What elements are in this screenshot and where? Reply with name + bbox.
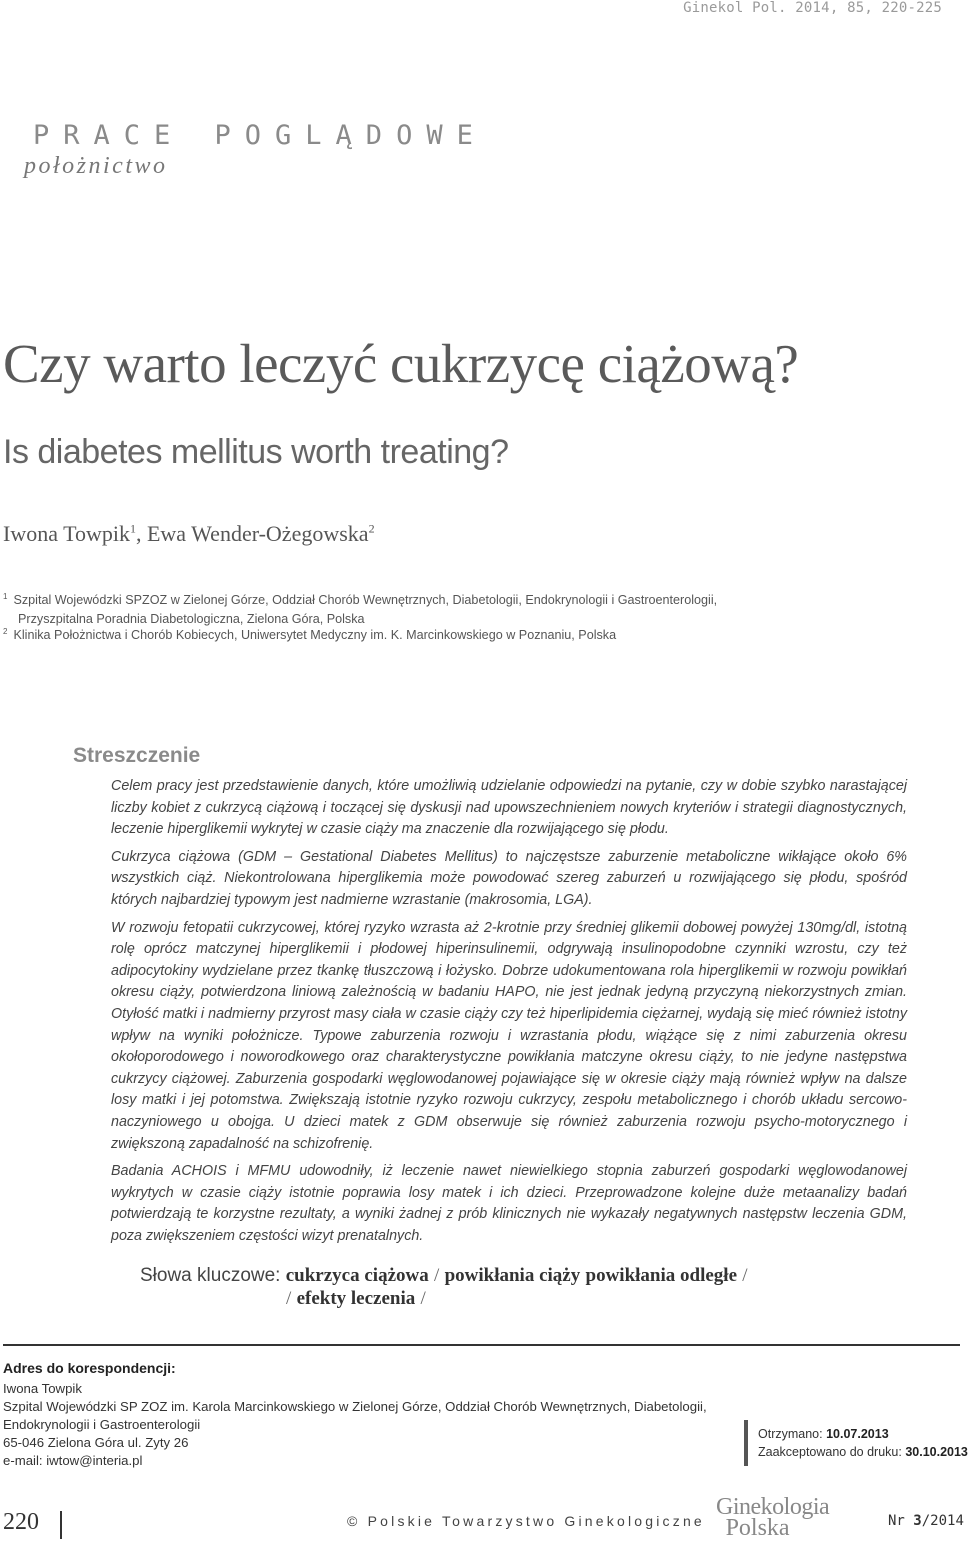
issue-year: /2014 (921, 1513, 964, 1529)
accepted-label: Zaakceptowano do druku: (758, 1445, 902, 1459)
logo-line-1: Ginekologia (716, 1494, 830, 1520)
author-name: Iwona Towpik (3, 521, 130, 546)
journal-reference: Ginekol Pol. 2014, 85, 220-225 (683, 0, 942, 16)
section-label: PRACE POGLĄDOWE (33, 120, 487, 151)
keyword: cukrzyca ciążowa (285, 1265, 429, 1286)
page-number: 220 (3, 1509, 39, 1535)
abstract-paragraph: Badania ACHOIS i MFMU udowodniły, iż leczenie nawet niewielkiego stopnia zaburzeń gospodarki węglowodanowej wykrytych w czasie ciąży istotnie poprawia losy matek i ich dzieci. Przeprowadzone kolejne duże metaanalizy badań potwierdzają te korzystne rezultaty, a wyniki żadnej z prób klinicznych nie wykazały negatywnych następstw leczenia GDM, poza zwiększeniem częstości wizyt prenatalnych. (111, 1163, 907, 1244)
subsection-label: położnictwo (24, 153, 168, 179)
correspondence-line: Endokrynologii i Gastroenterologii (3, 1417, 201, 1432)
author-separator: , (135, 521, 147, 546)
received-date (758, 1427, 889, 1441)
keyword: powikłania odległe (585, 1265, 737, 1286)
journal-logo (716, 1494, 830, 1541)
author-list (3, 521, 375, 547)
abstract-heading: Streszczenie (73, 744, 201, 767)
abstract-paragraph: W rozwoju fetopatii cukrzycowej, której ryzyko wzrasta aż 2-krotnie przy średniej glikemii dobowej powyżej 130mg/dl, istotną rolę oprócz matczynej hiperglikemii i płodowej hiperinsulinemii, odgrywają insulinopodobne czynniki wzrostu, czy też adipocytokiny wydzielane przez tkankę tłuszczową i łożysko. Dobrze udokumentowana rola hiperglikemii w rozwoju powikłań okresu ciąży, potwierdzona liniową zależnością w badaniu HAPO, nie jest jednak jedyną przyczyną niekorzystnych zmian. Otyłość matki i nadmierny przyrost masy ciała w czasie ciąży czy też hiperlipidemia ciężarnej, wydają się mieć również istotny wpływ na wyniki położnicze. Typowe zaburzenia rozwoju i wzrastania płodu, wiążące się z nimi zaburzenia okresu okołoporodowego i noworodkowego oraz charakterystyczne powikłania matczyne okresu ciąży, to nie jedyne następstwa cukrzycy ciążowej. Zaburzenia gospodarki węglowodanowej pojawiające się w okresie ciąży mają również wpływ na dalsze losy matki i jej potomstwa. Zwiększają istotnie ryzyko rozwoju cukrzycy, zespołu metabolicznego i chorób układu sercowo-naczyniowego u obojga. U dzieci matek z GDM obserwuje się również zaburzenia rozwoju psycho-motorycznego i zwiększoną zapadalność na schizofrenię. (111, 919, 907, 1152)
affiliation-text: Klinika Położnictwa i Chorób Kobiecych, Uniwersytet Medyczny im. K. Marcinkowskiego w Poznaniu, Polska (13, 628, 617, 643)
issue-number (888, 1513, 964, 1529)
keyword-separator: / (420, 1288, 426, 1309)
article-title-polish: Czy warto leczyć cukrzycę ciążową? (3, 333, 799, 394)
affiliation-text: Szpital Wojewódzki SPZOZ w Zielonej Górze, Oddział Chorób Wewnętrznych, Diabetologii, Endokrynologii i Gastroenterologii, (13, 593, 718, 608)
keyword-separator: / (742, 1265, 748, 1286)
received-value: 10.07.2013 (826, 1427, 889, 1441)
copyright-notice: © Polskie Towarzystwo Ginekologiczne (347, 1513, 705, 1529)
correspondence-line: 65-046 Zielona Góra ul. Zyty 26 (3, 1435, 189, 1450)
footer-divider (60, 1511, 62, 1539)
affiliation-mark: 1 (3, 592, 8, 601)
keyword: efekty leczenia (296, 1288, 416, 1309)
keyword-separator: / (434, 1265, 440, 1286)
affiliation-text: Przyszpitalna Poradnia Diabetologiczna, Zielona Góra, Polska (18, 612, 365, 627)
article-title-english: Is diabetes mellitus worth treating? (3, 433, 509, 471)
abstract-body (111, 776, 907, 1253)
accepted-value: 30.10.2013 (905, 1445, 968, 1459)
correspondence-line: Iwona Towpik (3, 1381, 82, 1396)
keywords (140, 1265, 748, 1287)
abstract-paragraph: Celem pracy jest przedstawienie danych, które umożliwią udzielanie odpowiedzi na pytanie, czy w dobie szybko narastającej liczby kobiet z cukrzycą ciążową i toczącej się dyskusji nad upowszechnieniem nowych kryteriów i strategii diagnostycznych, leczenie hiperglikemii wykrytej w czasie ciąży ma znaczenie dla rozwijającego się płodu. (111, 778, 907, 838)
affiliation-2 (3, 622, 616, 645)
author-affiliation-mark: 1 (129, 521, 136, 536)
abstract-paragraph: Cukrzyca ciążowa (GDM – Gestational Diabetes Mellitus) to najczęstsze zaburzenie metaboliczne wikłające około 6% wszystkich ciąż. Niekontrolowana hiperglikemia może powodować szereg zaburzeń u rozwijającego się płodu, spośród których najbardziej typowym jest nadmierne wzrastanie (makrosomia, LGA). (111, 848, 907, 908)
accepted-date (758, 1445, 968, 1459)
correspondence-line: Szpital Wojewódzki SP ZOZ im. Karola Marcinkowskiego w Zielonej Górze, Oddział Chorób Wewnętrznych, Diabetologii, (3, 1399, 707, 1414)
keywords-continued (286, 1288, 426, 1310)
logo-line-2: Polska (725, 1515, 790, 1541)
section-divider (3, 1344, 960, 1346)
affiliation-mark: 2 (3, 627, 8, 636)
keyword-separator: / (286, 1288, 292, 1309)
correspondence-heading: Adres do korespondencji: (3, 1360, 176, 1376)
correspondence-email: e-mail: iwtow@interia.pl (3, 1453, 143, 1468)
issue-num: 3 (913, 1513, 922, 1529)
issue-prefix: Nr (888, 1513, 914, 1529)
dates-bar (744, 1420, 748, 1466)
author-name: Ewa Wender-Ożegowska (146, 521, 369, 546)
received-label: Otrzymano: (758, 1427, 823, 1441)
author-affiliation-mark: 2 (368, 521, 375, 536)
keywords-label: Słowa kluczowe: (140, 1265, 281, 1286)
keyword: powikłania ciąży (444, 1265, 581, 1286)
